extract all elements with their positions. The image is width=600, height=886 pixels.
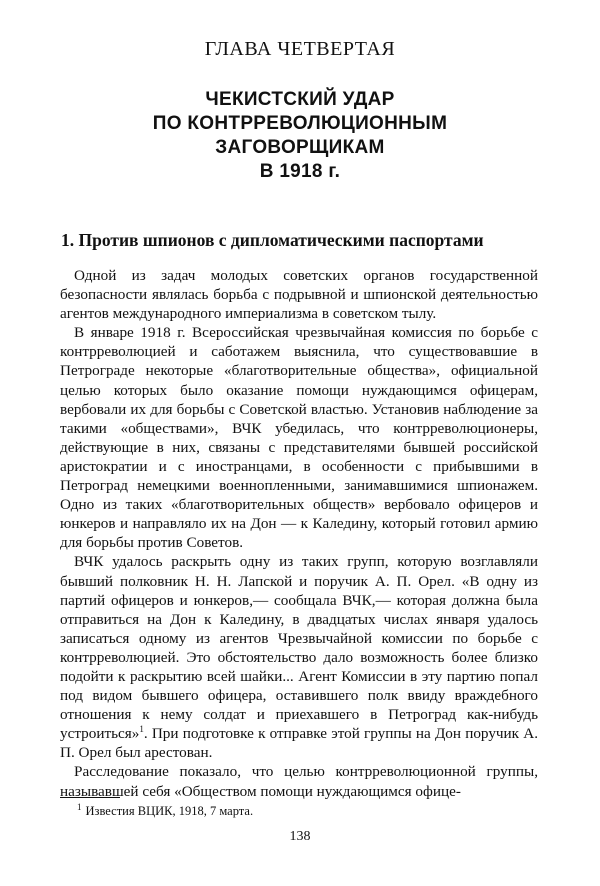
footnote-text: Известия ВЦИК, 1918, 7 марта. xyxy=(85,804,254,819)
paragraph-text: Расследование показало, что целью контрреволюционной группы, называвшей себя «Обществом помощи нуждающимся офице- xyxy=(60,763,538,800)
paragraph-text: ВЧК удалось раскрыть одну из таких групп, которую возглавляли бывший полковник Н. Н. Лапской и поручик А. П. Орел. «В одну из партий офицеров и юнкеров,— сообщала ВЧК,— которая должна была отправиться на Дон к Каледину, в двадцатых числах января удалось записаться одному из агентов Чрезвычайной комиссии по борьбе с контрреволюцией. Это обстоятельство дало возможность более близко подойти к раскрытию всей шайки... Агент Комиссии в эту партию попал под видом бывшего офицера, оставившего полк ввиду враждебного отношения к нему солдат и приехавшего в Петроград как-нибудь устроиться» xyxy=(60,553,538,743)
page-number: 138 xyxy=(289,829,311,844)
chapter-title-line: В 1918 г. xyxy=(259,161,341,182)
chapter-title xyxy=(0,88,600,184)
paragraph-text: Одной из задач молодых советских органов государственной безопасности являлась борьба с подрывной и шпионской деятельностью агентов международного империализма в советском тылу. xyxy=(60,267,538,323)
paragraph xyxy=(60,552,538,762)
section-heading: 1. Против шпионов с дипломатическими паспортами xyxy=(61,230,484,250)
chapter-title-line: ЗАГОВОРЩИКАМ xyxy=(215,137,385,158)
paragraph xyxy=(60,323,538,552)
footnote xyxy=(77,802,537,819)
paragraph-text: . При подготовке к отправке этой группы на Дон поручик А. П. Орел был арестован. xyxy=(60,725,538,762)
chapter-title-line: ЧЕКИСТСКИЙ УДАР xyxy=(205,89,395,110)
body-text xyxy=(60,266,538,801)
footnote-mark: 1 xyxy=(77,802,82,812)
footnote-divider xyxy=(60,797,120,798)
paragraph xyxy=(60,762,538,800)
chapter-heading: ГЛАВА ЧЕТВЕРТАЯ xyxy=(204,38,396,60)
footnote-reference: 1 xyxy=(139,724,144,735)
paragraph-text: В январе 1918 г. Всероссийская чрезвычайная комиссия по борьбе с контрреволюцией и саботажем выяснила, что существовавшие в Петрограде некоторые «благотворительные общества», официальной целью которых было оказание помощи нуждающимся офицерам, вербовали их для борьбы с Советской властью. Установив наблюдение за такими «обществами», ВЧК убедилась, что контрреволюционеры, действующие в них, связаны с представителями бывшей российской аристократии и с иностранцами, в особенности с прибывшими в Петроград немецкими военнопленными, занимавшимися шпионажем. Одно из таких «благотворительных обществ» вербовало офицеров и юнкеров и направляло их на Дон — к Каледину, который готовил армию для борьбы против Советов. xyxy=(60,324,538,552)
paragraph xyxy=(60,266,538,323)
chapter-title-line: ПО КОНТРРЕВОЛЮЦИОННЫМ xyxy=(152,113,448,134)
